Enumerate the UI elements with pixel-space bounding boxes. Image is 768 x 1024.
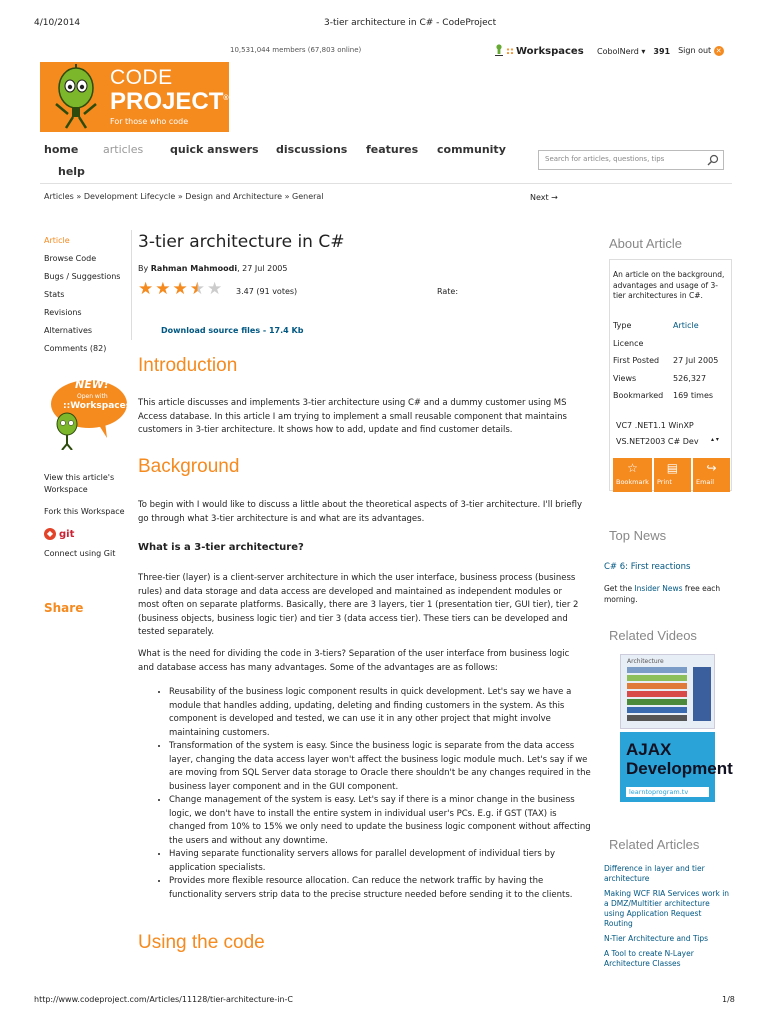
signout-label: Sign out <box>678 46 712 55</box>
breadcrumb[interactable]: Articles » Development Lifecycle » Design and Architecture » General <box>44 192 324 201</box>
video1-layer <box>627 667 687 673</box>
article-left-nav <box>44 235 120 361</box>
workspaces-prefix: :: <box>506 45 514 57</box>
tags-more-icon[interactable]: ▴ ▾ <box>711 436 719 443</box>
git-logo <box>44 528 74 540</box>
top-news-text-after: free each morning. <box>604 584 721 604</box>
byline <box>138 264 287 273</box>
leftnav-stats[interactable]: Stats <box>44 290 65 299</box>
nav-quick-answers[interactable]: quick answers <box>170 143 259 156</box>
top-news-text <box>604 583 734 605</box>
meta-value: 169 times <box>673 391 714 400</box>
video1-label: Architecture <box>627 658 664 665</box>
meta-value[interactable]: Article <box>673 321 699 330</box>
print-date: 4/10/2014 <box>34 18 81 28</box>
video1-layer <box>627 699 687 705</box>
top-news-text-before: Get the <box>604 584 635 593</box>
insider-news-link[interactable]: Insider News <box>634 584 683 593</box>
video1-layer <box>627 683 687 689</box>
top-news-link[interactable]: C# 6: First reactions <box>604 562 691 572</box>
meta-label: First Posted <box>613 356 660 365</box>
nav-community[interactable]: community <box>437 143 506 156</box>
related-article-link[interactable]: N-Tier Architecture and Tips <box>604 934 709 943</box>
video1-layer <box>627 675 687 681</box>
logo-line2-text: PROJECT <box>110 88 224 115</box>
list-item: • Change management of the system is easy. Let's say if there is a minor change in the business logic, we don't have to install the entire system in individual user's PCs. E.g. if GST (TAX) is changed from 10% to 15% we only need to update the business logic component without affecting the users and without any downtime. <box>169 794 592 848</box>
top-news-heading: Top News <box>609 528 667 543</box>
print-label: Print <box>656 478 672 486</box>
meta-row <box>613 339 643 348</box>
tags-line-1[interactable]: VC7 .NET1.1 WinXP <box>616 421 694 430</box>
download-source-link[interactable]: Download source files - 17.4 Kb <box>161 326 304 335</box>
signout-link[interactable] <box>678 46 724 56</box>
star-icon[interactable]: ★ <box>207 279 223 299</box>
print-title: 3-tier architecture in C# - CodeProject <box>324 18 497 28</box>
print-button[interactable] <box>654 458 691 492</box>
email-button[interactable] <box>693 458 730 492</box>
video1-side-bar <box>693 667 711 721</box>
workspaces-label: Workspaces <box>516 45 584 57</box>
about-article-heading: About Article <box>609 236 682 251</box>
meta-value: 526,327 <box>673 374 707 383</box>
article-actions <box>613 458 730 492</box>
bookmark-button[interactable] <box>613 458 652 492</box>
list-item: • Reusability of the business logic component results in quick development. Let's say we have a module that handles adding, updating, deleting and finding customers in the system. As this component is developed and tested, we can use it in any other project that might involve maintaining customers. <box>169 686 592 740</box>
next-article-link[interactable]: Next → <box>530 193 558 202</box>
meta-row <box>613 356 719 365</box>
video2-title: AJAX Development <box>626 740 733 778</box>
workspaces-icon <box>494 44 504 58</box>
leftnav-browse-code[interactable]: Browse Code <box>44 254 97 263</box>
logo-line1: CODE <box>110 66 173 89</box>
bookmark-label: Bookmark <box>616 478 649 486</box>
email-label: Email <box>695 478 715 486</box>
heading-introduction: Introduction <box>138 355 238 376</box>
workspace-links <box>44 472 125 518</box>
git-icon: ◆ <box>44 528 56 540</box>
search-placeholder: Search for articles, questions, tips <box>545 155 665 163</box>
meta-row <box>613 374 707 383</box>
heading-what-is: What is a 3-tier architecture? <box>138 542 304 553</box>
view-workspace-link[interactable] <box>44 472 125 496</box>
logo-line2 <box>110 88 229 116</box>
leftnav-bugs[interactable]: Bugs / Suggestions <box>44 272 121 281</box>
view-workspace-line1: View this article's <box>44 473 115 482</box>
article-description: An article on the background, advantages and usage of 3-tier architectures in C#. <box>613 270 725 300</box>
star-icon[interactable]: ★ <box>189 279 205 299</box>
reputation-points: 391 <box>653 46 671 56</box>
heading-using-the-code: Using the code <box>138 932 265 953</box>
search-input[interactable] <box>538 150 724 170</box>
bob-mascot-icon <box>46 64 106 130</box>
list-item: • Provides more flexible resource allocation. Can reduce the network traffic by having the functionality servers strip data to the precise structure needed before sending it to the clients. <box>169 875 592 902</box>
left-nav-divider <box>131 230 132 340</box>
meta-value: 27 Jul 2005 <box>673 356 719 365</box>
close-icon: ✕ <box>714 46 724 56</box>
star-icon[interactable]: ★ <box>155 279 171 299</box>
meta-row <box>613 391 714 400</box>
rate-label: Rate: <box>437 287 459 296</box>
video2-brand: learntoprogram.tv <box>626 787 709 797</box>
related-videos-heading: Related Videos <box>609 628 697 643</box>
related-articles-heading: Related Articles <box>609 837 700 852</box>
share-heading[interactable]: Share <box>44 601 84 615</box>
star-icon[interactable]: ★ <box>172 279 188 299</box>
logo-tagline: For those who code <box>110 117 189 126</box>
print-footer-url: http://www.codeproject.com/Articles/11128/tier-architecture-in-C <box>34 995 294 1004</box>
rating-stars <box>138 281 222 298</box>
printer-icon: ▤ <box>666 461 679 475</box>
related-articles-list <box>604 864 732 974</box>
background-paragraph: To begin with I would like to discuss a little about the theoretical aspects of 3-tier architecture. I'll briefly go through what 3-tier architecture is and what are its advantages. <box>138 500 583 524</box>
nav-features[interactable]: features <box>366 143 419 156</box>
logo-registered-mark: ® <box>223 95 229 102</box>
nav-discussions[interactable]: discussions <box>276 143 348 156</box>
about-article-box <box>609 259 732 491</box>
byline-prefix: By <box>138 264 151 273</box>
related-article-link[interactable]: A Tool to create N-Layer Architecture Classes <box>604 949 694 968</box>
leftnav-article[interactable]: Article <box>44 236 70 245</box>
git-label: git <box>59 528 75 540</box>
video1-layer <box>627 707 687 713</box>
meta-label: Licence <box>613 339 644 348</box>
heading-background: Background <box>138 456 240 477</box>
nav-home[interactable]: home <box>44 143 79 156</box>
badge-new: NEW! <box>75 378 109 391</box>
video1-layer <box>627 691 687 697</box>
fork-workspace-link[interactable]: Fork this Workspace <box>44 507 125 516</box>
nav-help[interactable]: help <box>58 165 85 178</box>
username-dropdown[interactable] <box>597 47 645 56</box>
member-count: 10,531,044 members (67,803 online) <box>230 46 362 54</box>
print-page-number: 1/8 <box>722 995 735 1004</box>
meta-row <box>613 321 699 330</box>
tags-line-2[interactable]: VS.NET2003 C# Dev <box>616 437 699 446</box>
related-article-link[interactable]: Difference in layer and tier architecture <box>604 864 705 883</box>
workspaces-promo-badge[interactable] <box>45 374 132 450</box>
codeproject-logo[interactable] <box>40 62 229 132</box>
username: CobolNerd <box>597 46 639 56</box>
leftnav-revisions[interactable]: Revisions <box>44 308 82 317</box>
star-icon: ☆ <box>627 461 638 475</box>
share-arrow-icon: ↪ <box>706 461 717 475</box>
meta-label: Type <box>613 321 632 330</box>
leftnav-comments[interactable]: Comments (82) <box>44 344 107 353</box>
connect-git-link[interactable]: Connect using Git <box>44 549 116 558</box>
author-link[interactable]: Rahman Mahmoodi <box>150 264 238 273</box>
related-article-link[interactable]: Making WCF RIA Services work in a DMZ/Multitier architecture using Application Request Routing <box>604 889 730 928</box>
star-icon[interactable]: ★ <box>138 279 154 299</box>
list-item: • Having separate functionality servers allows for parallel development of individual tiers by application specialists. <box>169 848 592 875</box>
chevron-down-icon: ▾ <box>641 46 646 56</box>
article-title: 3-tier architecture in C# <box>138 232 345 252</box>
nav-divider <box>40 183 732 184</box>
search-icon[interactable] <box>707 154 719 166</box>
meta-label: Bookmarked <box>613 391 664 400</box>
badge-workspaces: ::Workspaces <box>63 401 132 411</box>
list-item: • Transformation of the system is easy. Since the business logic is separate from the data access layer, changing the data access layer won't affect the business logic module much. Let's say if we are moving from SQL Server data storage to Oracle there shouldn't be any changes required in the business layer component and in the GUI component. <box>169 740 592 794</box>
advantages-list <box>157 686 592 902</box>
video1-layer <box>627 715 687 721</box>
view-workspace-line2: Workspace <box>44 485 88 494</box>
video-thumbnail-ajax[interactable] <box>620 732 733 802</box>
leftnav-alternatives[interactable]: Alternatives <box>44 326 93 335</box>
video-thumbnail-architecture[interactable] <box>620 654 715 729</box>
need-paragraph: What is the need for dividing the code in 3-tiers? Separation of the user interface from business logic and database access has many advantages. Some of the advantages are as follows: <box>138 649 570 673</box>
nav-articles[interactable]: articles <box>103 143 144 156</box>
what-is-paragraph: Three-tier (layer) is a client-server architecture in which the user interface, business process (business rules) and data storage and data access are developed and maintained as independent modules or most often on separate platforms. Basically, there are 3 layers, tier 1 (presentation tier, GUI tier), tier 2 (business objects, business logic tier) and tier 3 (data access tier). These tiers can be developed and tested separately. <box>138 573 579 637</box>
user-bar <box>597 46 724 56</box>
meta-label: Views <box>613 374 637 383</box>
intro-paragraph: This article discusses and implements 3-tier architecture using C# and a dummy customer using MS Access database. In this article I am trying to implement a small reusable component that maintains customers in 3-tier architecture. It shows how to add, update and find customer details. <box>138 398 567 435</box>
workspaces-link[interactable] <box>494 44 584 58</box>
badge-open-with: Open with <box>77 393 108 400</box>
rating-votes: 3.47 (91 votes) <box>236 287 298 296</box>
publish-date: , 27 Jul 2005 <box>237 264 288 273</box>
